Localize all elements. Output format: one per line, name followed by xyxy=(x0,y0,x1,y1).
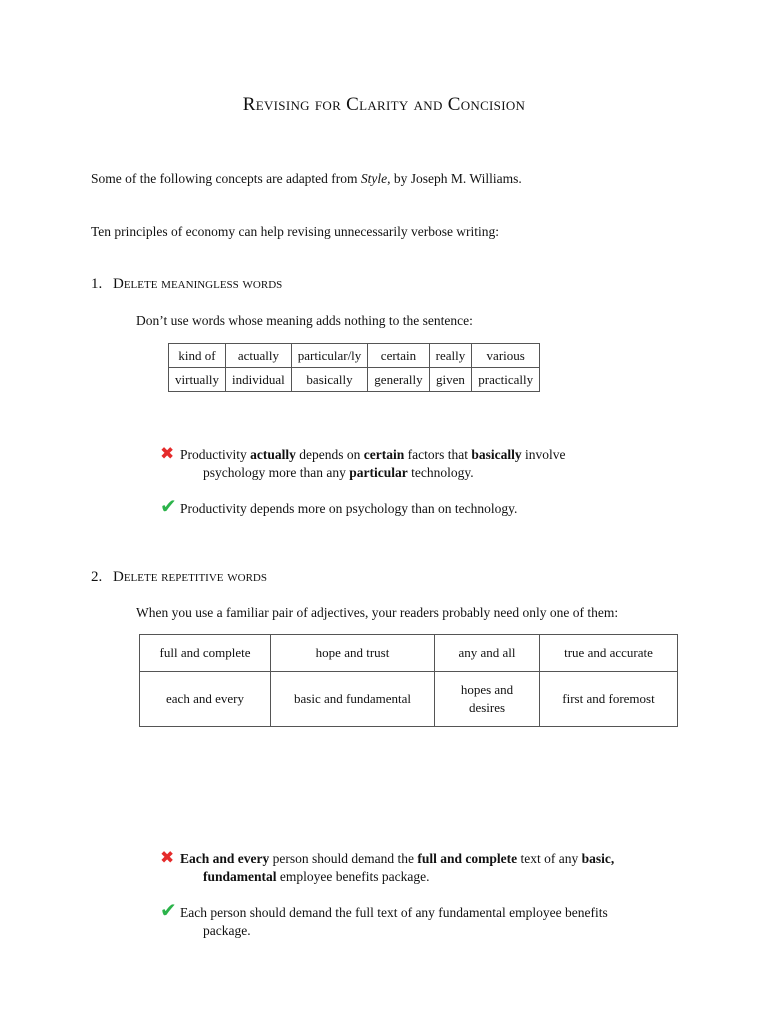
page-title: Revising for Clarity and Concision xyxy=(242,94,526,115)
table-row xyxy=(169,368,540,392)
table-cell: particular/ly xyxy=(291,344,368,368)
meaningless-words-table xyxy=(168,343,540,392)
table-cell: individual xyxy=(226,368,292,392)
example-text: person should demand the xyxy=(269,851,418,866)
example-text: Productivity xyxy=(180,447,251,462)
table-cell: basically xyxy=(291,368,368,392)
table-cell: various xyxy=(472,344,540,368)
table-cell: practically xyxy=(472,368,540,392)
section-2-description: When you use a familiar pair of adjectives, your readers probably need only one of them: xyxy=(136,605,619,620)
table-row xyxy=(169,344,540,368)
intro-text-after: , by Joseph M. Williams. xyxy=(387,171,522,186)
table-cell: basic and fundamental xyxy=(271,672,435,727)
good-example-2 xyxy=(160,898,608,940)
table-cell: really xyxy=(429,344,472,368)
table-cell: given xyxy=(429,368,472,392)
highlight-word: basically xyxy=(471,447,522,462)
x-mark-icon: ✖ xyxy=(160,848,175,868)
good-example-1 xyxy=(160,494,518,518)
highlight-word: basic, xyxy=(581,851,615,866)
table-cell: kind of xyxy=(169,344,226,368)
table-cell xyxy=(435,672,540,727)
check-mark-icon: ✔ xyxy=(160,494,177,518)
example-text: technology. xyxy=(407,465,474,480)
table-row xyxy=(140,635,678,672)
section-1-heading xyxy=(91,276,282,293)
example-text: factors that xyxy=(404,447,472,462)
highlight-word: Each and every xyxy=(180,851,270,866)
highlight-word: actually xyxy=(250,447,296,462)
table-cell: full and complete xyxy=(140,635,271,672)
cell-line: desires xyxy=(468,700,506,715)
repetitive-words-table xyxy=(139,634,678,727)
highlight-word: certain xyxy=(363,447,405,462)
table-cell: certain xyxy=(368,344,429,368)
highlight-word: fundamental xyxy=(203,869,277,884)
principles-intro: Ten principles of economy can help revising unnecessarily verbose writing: xyxy=(91,224,500,239)
example-text: involve xyxy=(521,447,566,462)
table-cell: generally xyxy=(368,368,429,392)
table-cell: hope and trust xyxy=(271,635,435,672)
table-cell: each and every xyxy=(140,672,271,727)
table-cell: true and accurate xyxy=(540,635,678,672)
section-2-number: 2. xyxy=(91,569,103,585)
section-2-heading xyxy=(91,569,267,586)
section-1-description: Don’t use words whose meaning adds nothing to the sentence: xyxy=(136,313,473,328)
section-1-number: 1. xyxy=(91,276,103,292)
highlight-word: particular xyxy=(349,465,408,480)
book-title: Style xyxy=(360,171,388,186)
section-2-title: Delete repetitive words xyxy=(113,569,267,585)
example-text: text of any xyxy=(517,851,582,866)
table-row xyxy=(140,672,678,727)
highlight-word: full and complete xyxy=(417,851,518,866)
table-cell: actually xyxy=(226,344,292,368)
x-mark-icon: ✖ xyxy=(160,444,175,464)
check-mark-icon: ✔ xyxy=(160,898,177,922)
bad-example-1 xyxy=(160,446,565,482)
example-text: depends on xyxy=(295,447,364,462)
cell-line: hopes and xyxy=(460,682,514,697)
section-1-title: Delete meaningless words xyxy=(113,276,283,292)
example-text: Productivity depends more on psychology than on technology. xyxy=(180,501,518,516)
table-cell: any and all xyxy=(435,635,540,672)
table-cell: virtually xyxy=(169,368,226,392)
example-text: psychology more than any xyxy=(203,465,350,480)
example-text: package. xyxy=(203,923,251,938)
example-text: employee benefits package. xyxy=(276,869,430,884)
example-text: Each person should demand the full text of any fundamental employee benefits xyxy=(180,905,608,920)
table-cell: first and foremost xyxy=(540,672,678,727)
intro-paragraph xyxy=(91,171,522,187)
intro-text-before: Some of the following concepts are adapted from xyxy=(91,171,361,186)
bad-example-2 xyxy=(160,850,614,886)
